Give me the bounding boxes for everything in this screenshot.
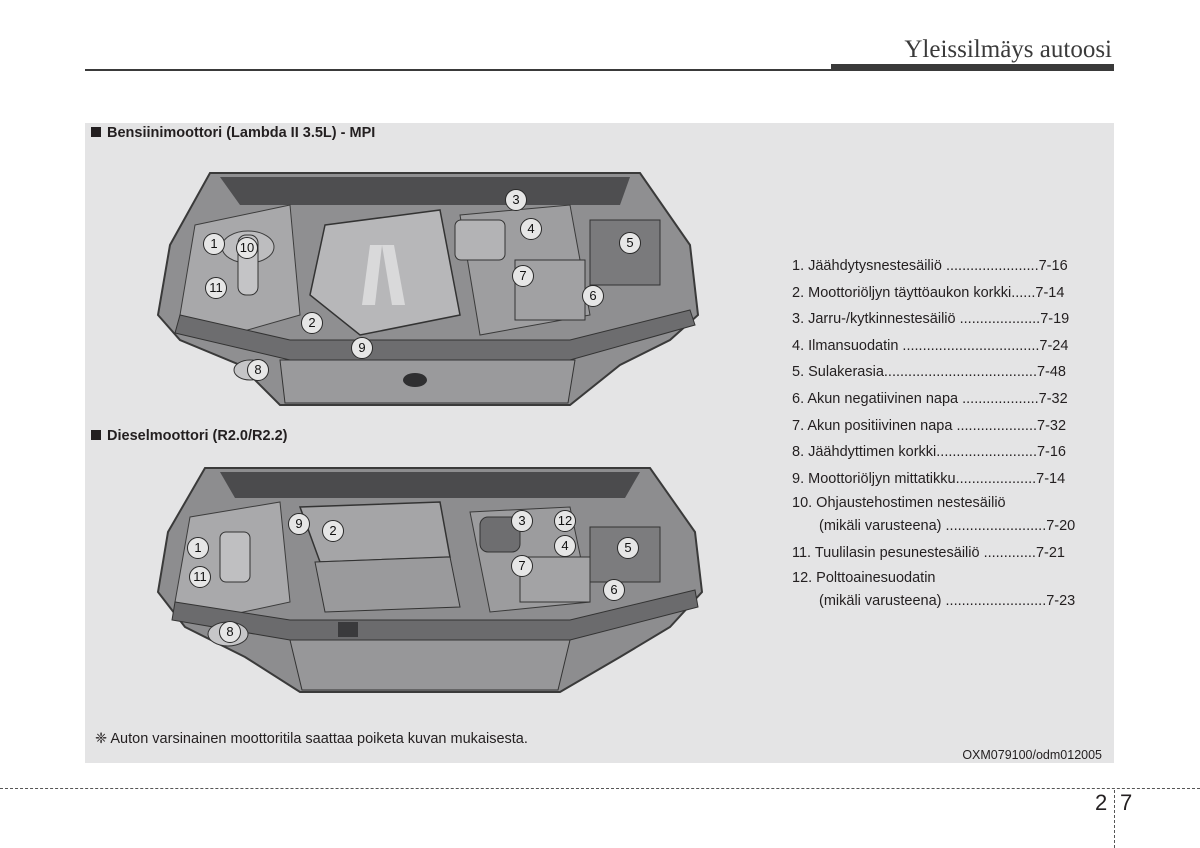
legend-item: 6. Akun negatiivinen napa ...................7-32	[792, 390, 1068, 407]
page-number-separator	[1114, 790, 1115, 848]
section-title-text: Bensiinimoottori (Lambda II 3.5L) - MPI	[107, 125, 376, 141]
petrol-engine-illustration	[150, 165, 710, 420]
callout-diesel-9: 9	[288, 513, 310, 535]
section-title-text: Dieselmoottori (R2.0/R2.2)	[107, 428, 288, 444]
page-number: 7	[1120, 790, 1133, 815]
callout-diesel-12: 12	[554, 510, 576, 532]
callout-petrol-7: 7	[512, 265, 534, 287]
image-code: OXM079100/odm012005	[962, 748, 1102, 762]
callout-petrol-9: 9	[351, 337, 373, 359]
legend-item	[792, 492, 1102, 540]
legend-item: 2. Moottoriöljyn täyttöaukon korkki......7-14	[792, 284, 1065, 301]
footer-dashed-rule	[0, 788, 1200, 789]
page-header-title: Yleissilmäys autoosi	[904, 36, 1112, 63]
square-bullet-icon	[91, 127, 101, 137]
callout-diesel-8: 8	[219, 621, 241, 643]
callout-diesel-4: 4	[554, 535, 576, 557]
component-legend	[792, 253, 1102, 615]
legend-item: 9. Moottoriöljyn mittatikku....................7-14	[792, 470, 1066, 487]
header-rule	[85, 69, 831, 71]
header-bar	[831, 64, 1114, 71]
callout-petrol-3: 3	[505, 189, 527, 211]
legend-item-line2: (mikäli varusteena) .........................7-20	[819, 518, 1076, 535]
callout-petrol-10: 10	[236, 237, 258, 259]
section-title-diesel	[91, 428, 288, 444]
callout-petrol-6: 6	[582, 285, 604, 307]
legend-item: 4. Ilmansuodatin ..................................7-24	[792, 337, 1069, 354]
legend-item: 7. Akun positiivinen napa ....................7-32	[792, 417, 1067, 434]
diesel-engine-illustration	[150, 462, 710, 698]
callout-petrol-4: 4	[520, 218, 542, 240]
legend-item-line2: (mikäli varusteena) .........................7-23	[819, 592, 1076, 609]
callout-diesel-6: 6	[603, 579, 625, 601]
legend-item: 1. Jäähdytysnestesäiliö .......................7-16	[792, 258, 1068, 274]
section-title-petrol	[91, 125, 375, 141]
legend-item: 8. Jäähdyttimen korkki.........................7-16	[792, 444, 1066, 461]
callout-diesel-3: 3	[511, 510, 533, 532]
callout-petrol-2: 2	[301, 312, 323, 334]
square-bullet-icon	[91, 430, 101, 440]
callout-petrol-8: 8	[247, 359, 269, 381]
callout-diesel-2: 2	[322, 520, 344, 542]
callout-diesel-11: 11	[189, 566, 211, 588]
legend-item-line1: 12. Polttoainesuodatin	[792, 569, 936, 586]
callout-petrol-1: 1	[203, 233, 225, 255]
chapter-number: 2	[1095, 790, 1108, 815]
callout-diesel-5: 5	[617, 537, 639, 559]
callout-diesel-1: 1	[187, 537, 209, 559]
legend-item: 3. Jarru-/kytkinnestesäiliö ....................7-19	[792, 311, 1070, 328]
legend-item	[792, 567, 1102, 615]
callout-petrol-11: 11	[205, 277, 227, 299]
legend-item-line1: 10. Ohjaustehostimen nestesäiliö	[792, 495, 1006, 512]
legend-item: 11. Tuulilasin pesunestesäiliö .............7-21	[792, 545, 1065, 562]
legend-item: 5. Sulakerasia......................................7-48	[792, 364, 1066, 381]
figure-note: ❈ Auton varsinainen moottoritila saattaa poiketa kuvan mukaisesta.	[95, 731, 528, 747]
callout-diesel-7: 7	[511, 555, 533, 577]
callout-petrol-5: 5	[619, 232, 641, 254]
